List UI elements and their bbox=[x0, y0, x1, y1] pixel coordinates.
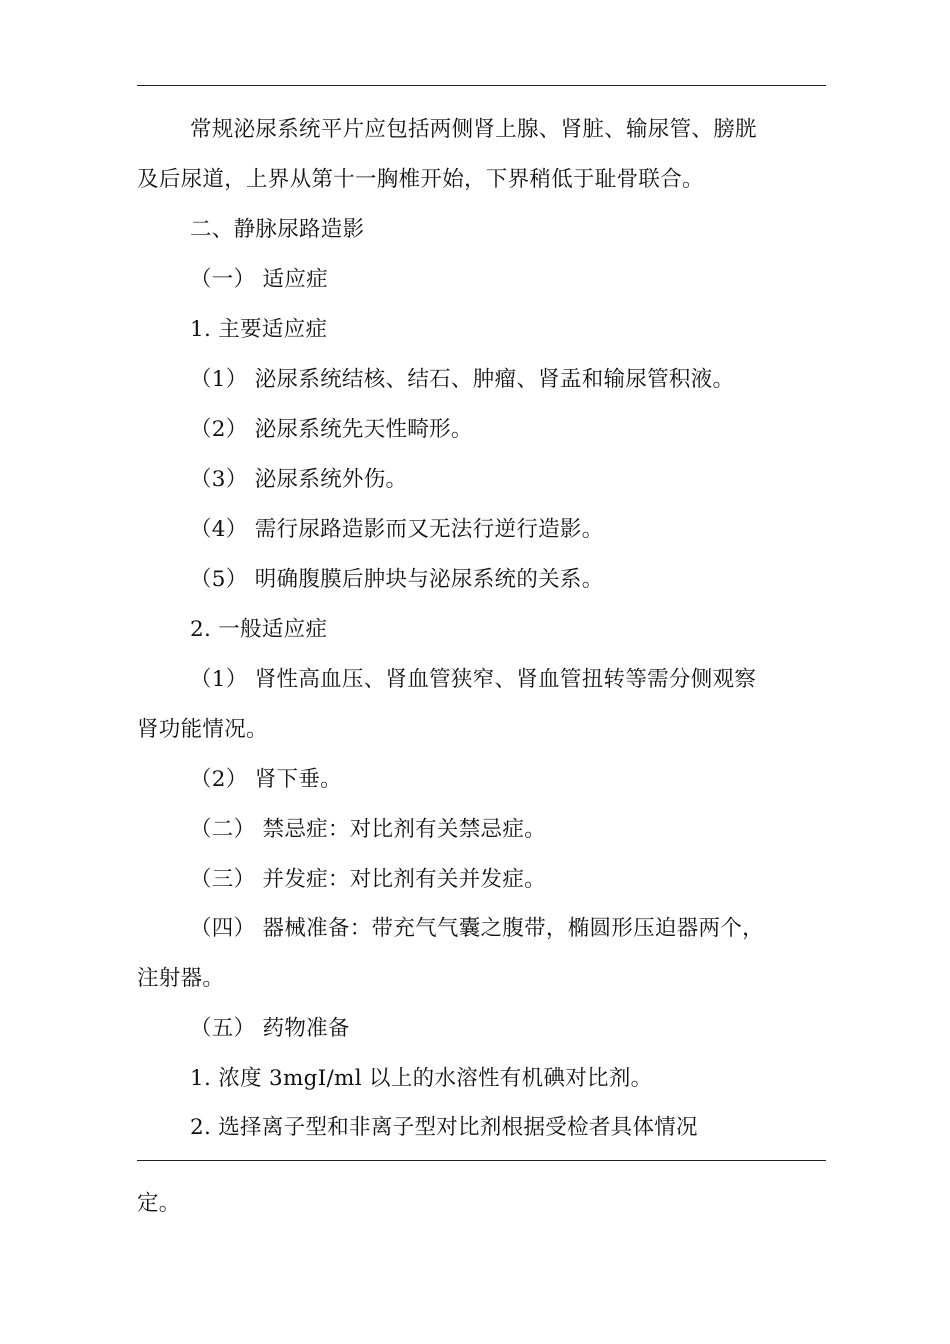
list-heading: 1. 主要适应症 bbox=[190, 317, 328, 342]
subsection-continuation: 注射器。 bbox=[137, 966, 225, 991]
list-item: 2. 选择离子型和非离子型对比剂根据受检者具体情况 bbox=[190, 1115, 698, 1140]
list-item: （1） 肾性高血压、肾血管狭窄、肾血管扭转等需分侧观察 bbox=[190, 667, 757, 692]
subsection-heading: （三） 并发症：对比剂有关并发症。 bbox=[190, 867, 546, 892]
list-item-continuation: 肾功能情况。 bbox=[137, 717, 268, 742]
header-rule bbox=[137, 85, 826, 86]
subsection-heading: （一） 适应症 bbox=[190, 267, 328, 292]
body-line: 及后尿道，上界从第十一胸椎开始，下界稍低于耻骨联合。 bbox=[137, 167, 704, 192]
subsection-heading: （四） 器械准备：带充气气囊之腹带，椭圆形压迫器两个， bbox=[190, 916, 764, 941]
list-heading: 2. 一般适应症 bbox=[190, 617, 328, 642]
subsection-heading: （五） 药物准备 bbox=[190, 1016, 350, 1041]
list-item: （5） 明确腹膜后肿块与泌尿系统的关系。 bbox=[190, 567, 604, 592]
list-item: （3） 泌尿系统外伤。 bbox=[190, 467, 408, 492]
list-item: （2） 肾下垂。 bbox=[190, 767, 342, 792]
section-heading: 二、静脉尿路造影 bbox=[190, 217, 365, 242]
footer-rule bbox=[137, 1160, 826, 1161]
list-item: （2） 泌尿系统先天性畸形。 bbox=[190, 417, 473, 442]
footer-text: 定。 bbox=[137, 1191, 181, 1216]
list-item: （1） 泌尿系统结核、结石、肿瘤、肾盂和输尿管积液。 bbox=[190, 367, 735, 392]
subsection-heading: （二） 禁忌症：对比剂有关禁忌症。 bbox=[190, 817, 546, 842]
list-item: （4） 需行尿路造影而又无法行逆行造影。 bbox=[190, 517, 604, 542]
body-line: 常规泌尿系统平片应包括两侧肾上腺、肾脏、输尿管、膀胱 bbox=[190, 117, 757, 142]
list-item: 1. 浓度 3mgI/ml 以上的水溶性有机碘对比剂。 bbox=[190, 1066, 653, 1091]
